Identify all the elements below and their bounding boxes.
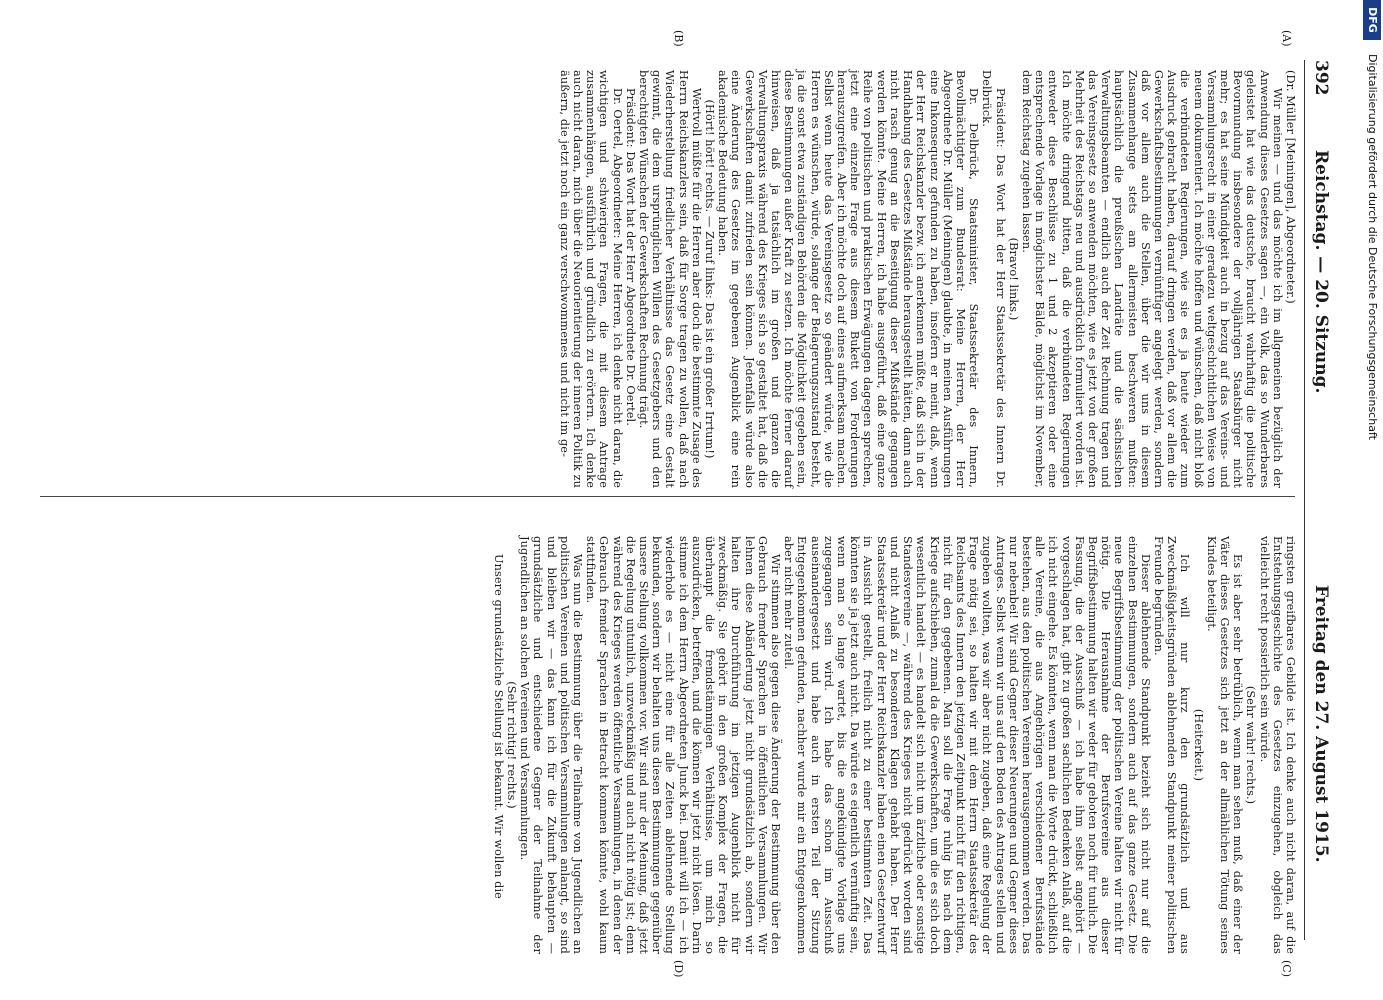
dfg-logo: DFG bbox=[1363, 0, 1381, 40]
margin-mark-d: (D) bbox=[672, 960, 685, 978]
paragraph: Dr. Oertel, Abgeordneter: Meine Herren, ich denke nicht daran, die wichtigen und schwierigen Fragen, die mit diesem Antrage zusammenhängen, ausführlich und gründlich zu erörtern. Ich denke auch nicht daran, mich über die Neuorientierung der inneren Politik zu äußern, die jetzt noch ein ganz verschwommenes und nicht im ge- bbox=[557, 70, 624, 488]
paragraph: Dr. Delbrück, Staatsminister, Staatssekretär des Innern, Bevollmächtigter zum Bundesrat: Meine Herren, der Herr Abgeordnete Dr. Müller (Meiningen) glaubte, in meinen Ausführungen eine Inkonsequenz gefunden zu haben, insofern er meint, daß, wenn der Herr Reichskanzler bezw. ich anerkennen müßte, daß sich in der Handhabung des Gesetzes Mißstände herausgestellt hätten, dann auch nicht rasch genug an die Beseitigung dieser Mißstände gegangen werden könnte. Meine Herren, ich habe ausgeführt, daß eine ganze Reihe von politischen und praktischen Erwägungen dagegen sprechen, jetzt eine einzelne Frage aus diesem Bukett von Forderungen herauszugreifen. Aber ich möchte doch auf eines aufmerksam machen. Selbst wenn heute das Vereinsgesetz so geändert würde, wie die Herren es wünschen, würde, solange der Belagerungszustand besteht, ja die sonst etwa zuständigen Behörden die Möglichkeit gegeben sein, diese Bestimmungen außer Kraft zu setzen. Ich möchte ferner darauf hinweisen, daß ja tatsächlich im großen und ganzen die Verwaltungspraxis während des Krieges sich so gestaltet hat, daß die Gewerkschaften damit zufrieden sein können. Jedenfalls würde also eine Änderung des Gesetzes im gegebenen Augenblick eine rein akademische Bedeutung haben. bbox=[716, 70, 981, 488]
paragraph: Präsident: Das Wort hat der Herr Staatssekretär des Innern Dr. Delbrück. bbox=[980, 70, 1007, 488]
paragraph: (Sehr richtig! rechts.) bbox=[505, 681, 519, 809]
right-text-column bbox=[492, 536, 1297, 954]
paragraph: Wir meinen — und das möchte ich im allgemeinen bezüglich der Anwendung dieses Gesetzes sagen —, ein Volk, das so Wunderbares geleistet hat wie das deutsche, braucht wahrhaftig die politische Bevormundung insbesondere der volljährigen Staatsbürger nicht mehr; es hat seine Mündigkeit auch in bezug auf das Vereins- und Versammlungsrecht in einer geradezu weltgeschichtlichen Weise von neuem dokumentiert. Ich möchte hoffen und wünschen, daß nicht bloß die verbündeten Regierungen, wie sie es ja heute wieder zum Ausdruck gebracht haben, darauf dringen werden, daß vor allem die Gewerkschaftsbestimmungen vernünftiger angelegt werden, sondern daß vor allem auch die Stellen, über die wir uns in diesem Zusammenhange stets am allermeisten beschweren mußten: hauptsächlich die preußischen Landräte und die sächsischen Verwaltungsbeamten — endlich auch der Zeit Rechnung tragen und das Vereinsgesetz so anwenden möchten, wie es jetzt von der großen Mehrheit des Reichstags neu und ausdrücklich formuliert worden ist. Ich möchte dringend bitten, daß die verbündeten Regierungen entweder diese Beschlüsse zu 1 und 2 akzeptieren oder eine entsprechende Vorlage in möglichster Bälde, möglichst im November, dem Reichstag zugehen lassen. bbox=[1019, 70, 1284, 488]
header-right-title: Freitag den 27. August 1915. bbox=[1311, 585, 1331, 863]
margin-mark-a: (A) bbox=[1280, 30, 1293, 47]
paragraph: Dieser ablehnende Standpunkt bezieht sich nicht nur auf die einzelnen Bestimmungen, sondern auch auf das ganze Gesetz. Die neue Begriffsbestimmung der politischen Vereine halten wir nicht für nötig. Die Herausnahme der Berufsvereine aus dieser Begriffsbestimmung halten wir weder für geboten noch für tunlich. Die Fassung, die der Ausschuß — ich habe ihm selbst angehört — vorgeschlagen hat, gibt zu großen sachlichen Bedenken Anlaß, auf die ich nicht eingehe. Es könnten, wenn man die Worte drückt, schließlich alle Vereine, die aus Angehörigen verschiedener Berufsstände bestehen, aus den politischen Vereinen herausgenommen werden. Das nur nebenbei! Wir sind Gegner dieser Neuerungen und Gegner dieses Antrages. Selbst wenn wir uns auf den Boden des Antrages stellen und zugeben wollten, was wir aber nicht zugeben, daß eine Regelung der Frage nötig sei, so halten wir mit dem Herrn Staatssekretär des Reichsamts des Innern den jetzigen Zeitpunkt nicht für den richtigen, nicht für den gegebenen. Man soll die Frage ruhig bis nach dem Kriege aufschieben, zumal da die Gewerkschaften, um die es sich doch wesentlich handelt — es handelt sich nicht um ärztliche oder sonstige Standesvereine —, während des Krieges nicht gedrückt worden sind und nicht Anlaß zu besonderen Klagen gehabt haben. Der Herr Staatssekretär und der Herr Reichskanzler haben einen Gesetzentwurf in Aussicht gestellt, freilich nicht zu einer bestimmten Zeit. Das könnten sie ja jetzt auch nicht. Da würde es eigentlich vernünftig sein, wenn man so lange wartet, bis die angekündigte Vorlage uns zugegangen sein wird. Ich habe das schon im Ausschuß auseinandergesetzt und habe auch in ersten Teil der Sitzung Entgegenkommen gefunden, nachher wurde mir ein Entgegenkommen aber nicht mehr zuteil. bbox=[782, 536, 1152, 954]
digitization-strip bbox=[1361, 0, 1383, 994]
paragraph: Was nun die Bestimmung über die Teilnahme von Jugendlichen an politischen Vereinen und politischen Versammlungen anlangt, so sind und bleiben wir — das kann ich für die Zukunft behaupten — grundsätzliche und entschiedene Gegner der Teilnahme der Jugendlichen an solchen Vereinen und Versammlungen. bbox=[518, 536, 585, 954]
header-left-title: Reichstag. — 20. Sitzung. bbox=[1311, 150, 1331, 394]
page-number: 392 bbox=[1311, 60, 1331, 96]
paragraph: (Sehr wahr! rechts.) bbox=[1244, 685, 1258, 805]
column-rule bbox=[40, 496, 1295, 497]
margin-mark-c: (C) bbox=[1280, 960, 1293, 977]
paragraph: Unsere grundsätzliche Stellung ist bekannt. Wir wollen die bbox=[491, 554, 505, 899]
paragraph: (Hört! hört! rechts. — Zuruf links: Das ist ein großer Irrtum!) bbox=[703, 99, 717, 459]
paragraph: Es ist aber sehr betrüblich, wenn man sehen muß, daß einer der Väter dieses Gesetzes sich jetzt an der allmählichen Tötung seines Kindes beteiligt. bbox=[1204, 536, 1245, 954]
paragraph: Wertvoll müßte für die Herren aber doch die bestimmte Zusage des Herrn Reichskanzlers sein, daß für Sorge tragen zu wollen, daß nach Wiederherstellung friedlicher Verhältnisse das Gesetz eine Gestalt gewinnt, die dem ursprünglichen Willen des Gesetzgebers und den berechtigten Wünschen der Gewerkschaften Rechnung trägt. bbox=[637, 70, 703, 488]
page-header bbox=[1307, 60, 1331, 940]
margin-mark-b: (B) bbox=[672, 30, 685, 47]
digitization-notice: Digitalisierung gefördert durch die Deutsche Forschungsgemeinschaft bbox=[1366, 54, 1379, 440]
header-rule bbox=[1304, 60, 1305, 940]
paragraph: (Dr. Müller [Meiningen], Abgeordneter.) bbox=[1284, 70, 1297, 304]
paragraph: ringsten greifbares Gebilde ist. Ich denke auch nicht daran, auf die Entstehungsgeschichte des Gesetzes einzugehen, obgleich das vielleicht recht possierlich sein würde. bbox=[1257, 536, 1297, 954]
paragraph: Ich will nur kurz den grundsätzlich und aus Zweckmäßigkeitsgründen ablehnenden Standpunkt meiner politischen Freunde begründen. bbox=[1151, 536, 1192, 954]
paragraph: Wir stimmen also gegen diese Änderung der Bestimmung über den Gebrauch fremder Sprachen in öffentlichen Versammlungen. Wir lehnen diese Abänderung jetzt nicht grundsätzlich ab, sondern wir halten ihre Durchführung im jetzigen Augenblick nicht für zweckmäßig. Sie gehört in den großen Komplex der Fragen, die überhaupt die fremdstämmigen Verhältnisse, um mich so auszudrücken, betreffen, und die können wir jetzt nicht lösen. Darin stimme ich dem Herrn Abgeordneten Junck bei. Damit will ich — ich wiederhole es — nicht eine für alle Zeiten ablehnende Stellung bekunden, sondern wir behalten uns diesen Bestimmungen gegenüber unsere Stellung vollkommen vor. Wir sind nur der Meinung, daß jetzt die Regelung untunlich, unzweckmäßig und auch nicht nötig ist; denn während des Krieges werden öffentliche Versammlungen, in denen der Gebrauch fremder Sprachen in Betracht kommen könnte, wohl kaum stattfinden. bbox=[584, 536, 783, 954]
paragraph: (Bravo! links.) bbox=[1006, 237, 1020, 321]
paragraph: (Heiterkeit.) bbox=[1191, 708, 1205, 782]
paragraph: Präsident: Das Wort hat der Herr Abgeordnete Dr. Oertel. bbox=[623, 88, 637, 426]
left-text-column bbox=[558, 70, 1297, 488]
